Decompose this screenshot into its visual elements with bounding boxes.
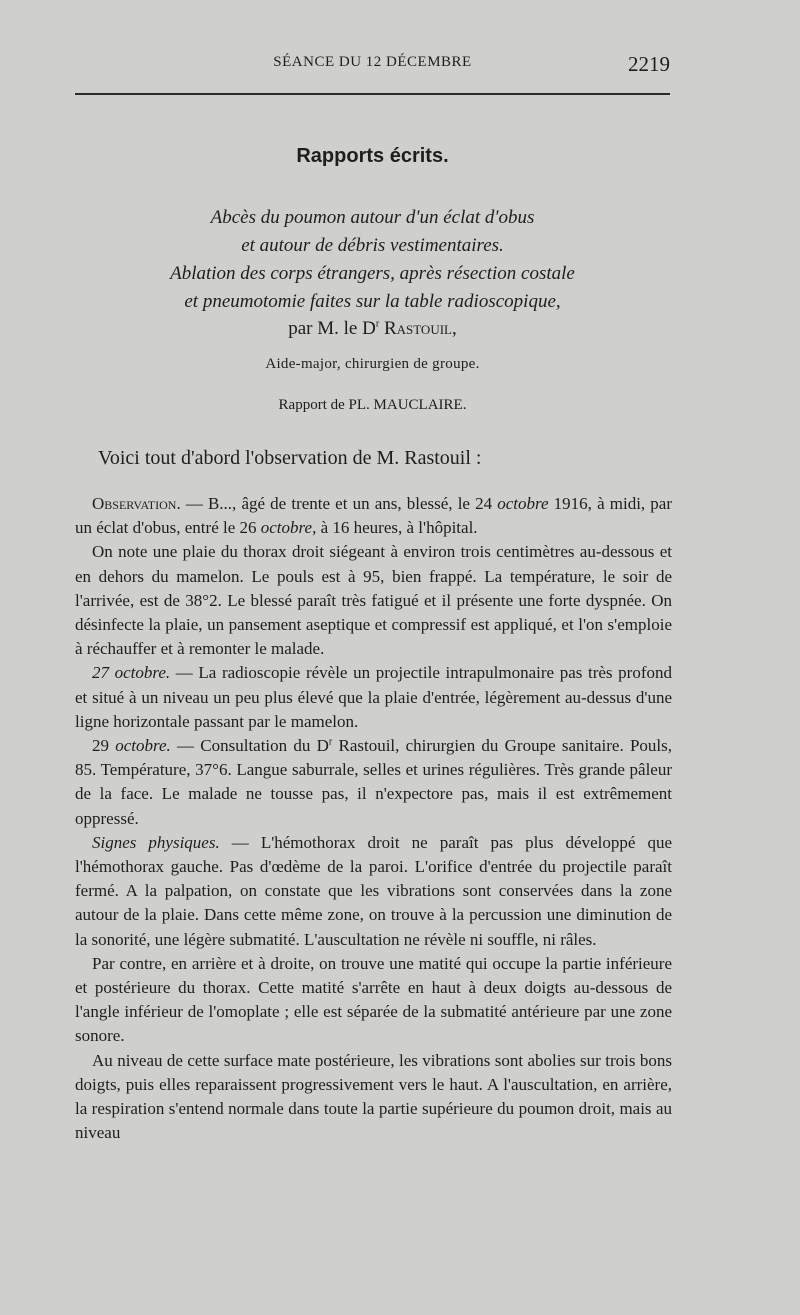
running-title: SÉANCE DU 12 DÉCEMBRE xyxy=(273,54,472,70)
text-run: 1916, à midi, par un éclat d'obus, entré le 26 xyxy=(75,494,673,538)
byline-sup: r xyxy=(375,318,380,330)
header-rule xyxy=(75,93,670,95)
date-label: octobre. xyxy=(115,736,171,756)
text-run: — La radioscopie révèle un projectile intrapulmonaire pas très profond et situé à un niveau un peu plus élevé que la plaie d'entrée, légèrement au-dessus d'une ligne horizontale passant par le mamelon. xyxy=(75,663,672,731)
date-label: 27 octobre. xyxy=(92,663,171,683)
paragraph-27-octobre xyxy=(75,661,672,734)
text-run: — Consultation du D xyxy=(170,736,329,756)
paragraph-observation xyxy=(75,492,672,540)
paragraph: Par contre, en arrière et à droite, on trouve une matité qui occupe la partie inférieure et postérieure du thorax. Cette matité s'arrête en haut à deux doigts au-dessous de l'angle inférieur de l'omoplate ; elle est séparée de la submatité antérieure par une zone sonore. xyxy=(75,953,672,1046)
article-title-line: et autour de débris vestimentaires. xyxy=(241,235,504,256)
author-name: Rastouil, xyxy=(383,318,457,339)
byline xyxy=(75,318,670,340)
author-affiliation: Aide-major, chirurgien de groupe. xyxy=(265,356,480,372)
body-text xyxy=(75,492,672,1145)
date-number: 29 xyxy=(92,736,116,756)
page-number: 2219 xyxy=(628,52,670,76)
text-run-italic: octobre, xyxy=(260,518,317,538)
text-run: — L'hémothorax droit ne paraît pas plus développé que l'hémothorax gauche. Pas d'œdème de la paroi. L'orifice d'entrée du projectile paraît fermé. A la palpation, on constate que les vibrations sont conservées dans la zone autour de la plaie. Dans cette même zone, on trouve à la percussion une diminution de la sonorité, une légère submatité. L'auscultation ne révèle ni souffle, ni râles. xyxy=(75,832,673,949)
text-run-italic: octobre xyxy=(497,494,549,513)
paragraph: Au niveau de cette surface mate postérieure, les vibrations sont abolies sur trois bons doigts, puis elles reparaissent progressivement vers le haut. A l'auscultation, en arrière, la respiration s'entend normale dans toute la partie supérieure du poumon droit, mais au niveau xyxy=(75,1050,672,1143)
paragraph-29-octobre xyxy=(75,734,672,831)
article-title-line: Abcès du poumon autour d'un éclat d'obus xyxy=(210,207,535,228)
text-run: à 16 heures, à l'hôpital. xyxy=(316,518,478,538)
byline-prefix: par M. le D xyxy=(288,318,376,339)
section-title: Rapports écrits. xyxy=(296,145,449,167)
article-title-line: et pneumotomie faites sur la table radioscopique, xyxy=(184,291,561,312)
report-by: Rapport de PL. MAUCLAIRE. xyxy=(278,397,467,413)
paragraph: On note une plaie du thorax droit siégeant à environ trois centimètres au-dessous et en dehors du mamelon. Le pouls est à 95, bien frappé. La température, le soir de l'arrivée, est de 38°2. Le blessé paraît très fatigué et il présente une forte dyspnée. On désinfecte la plaie, un pansement aseptique et compressif est appliqué, et l'on s'emploie à réchauffer et à remonter le malade. xyxy=(75,542,672,659)
observation-label: Observation. xyxy=(92,494,181,513)
article-title-line: Ablation des corps étrangers, après résection costale xyxy=(170,263,575,284)
running-header xyxy=(75,54,670,80)
article-title xyxy=(75,204,670,316)
signes-label: Signes physiques. xyxy=(92,832,220,852)
intro-sentence: Voici tout d'abord l'observation de M. Rastouil : xyxy=(98,447,482,469)
paragraph-signes-physiques xyxy=(75,831,672,952)
title-sup: r xyxy=(328,736,333,748)
text-run: Rastouil, chirurgien du Groupe sanitaire. Pouls, 85. Température, 37°6. Langue saburrale, selles et urines régulières. Très grande pâleur de la face. Le malade ne tousse pas, il n'expectore pas, mais il est extrêmement oppressé. xyxy=(75,736,672,828)
text-run: — B..., âgé de trente et un ans, blessé, le 24 xyxy=(180,494,498,513)
